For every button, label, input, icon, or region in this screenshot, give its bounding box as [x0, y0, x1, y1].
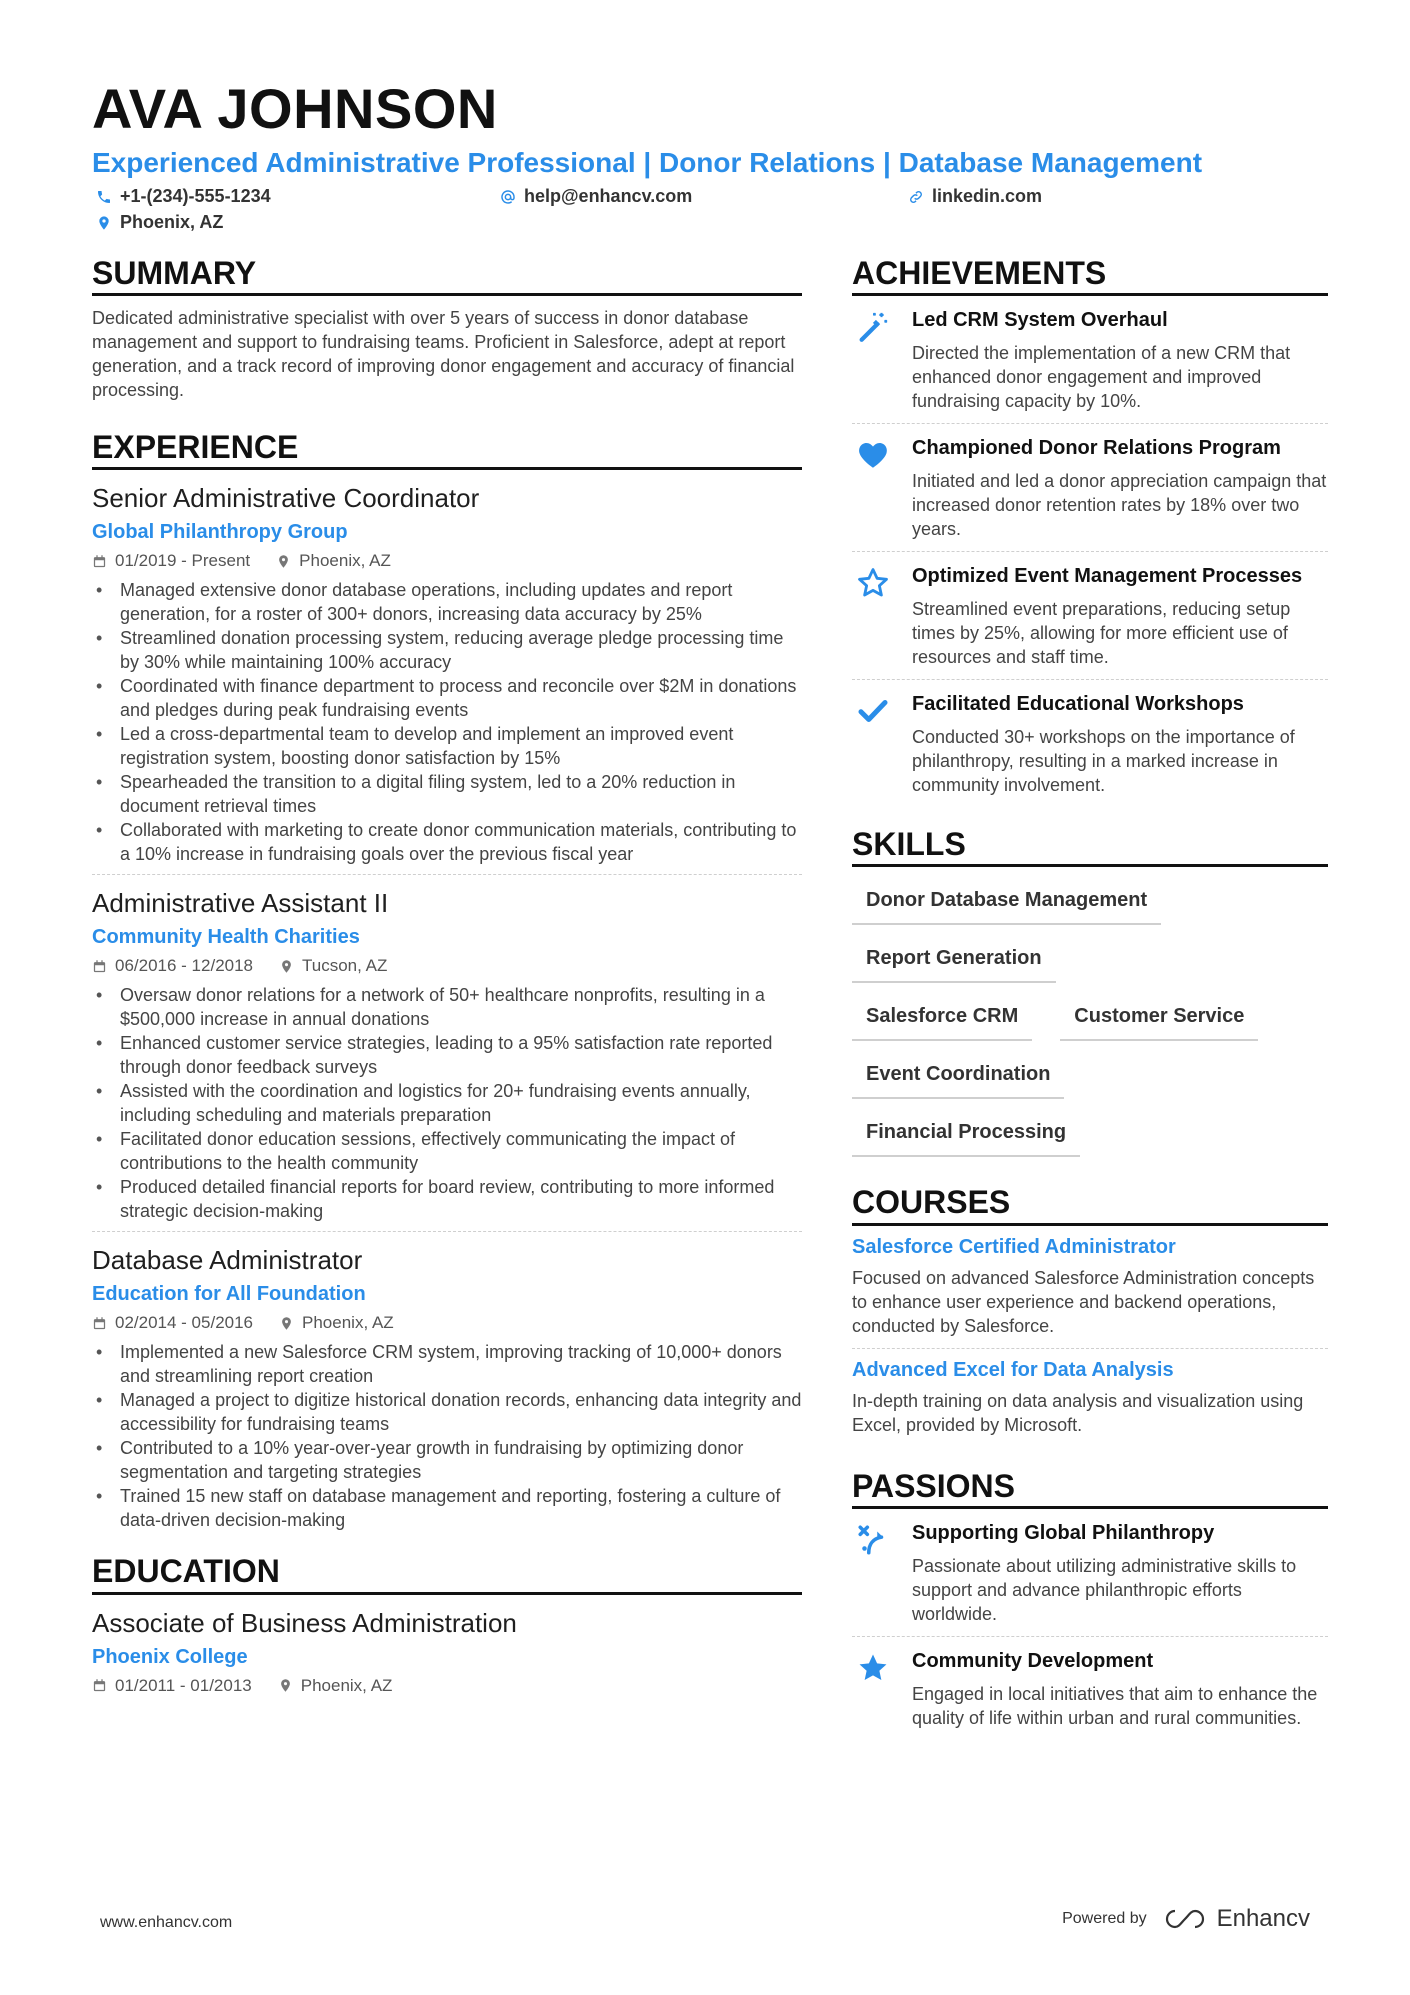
- summary-heading: SUMMARY: [92, 256, 802, 296]
- job-location: Phoenix, AZ: [302, 1313, 394, 1333]
- bullet-item: • Contributed to a 10% year-over-year growth in fundraising by optimizing donor segmentation and targeting strategies: [92, 1436, 802, 1484]
- calendar-icon: [92, 1678, 107, 1693]
- company-name: Community Health Charities: [92, 926, 360, 949]
- brand-logo[interactable]: [1163, 1905, 1310, 1933]
- skill-tag: Customer Service: [1060, 997, 1258, 1041]
- course-item: [852, 1349, 1328, 1447]
- bullet-item: • Oversaw donor relations for a network of 50+ healthcare nonprofits, resulting in a $500,000 increase in annual donations: [92, 983, 802, 1031]
- education-heading: EDUCATION: [92, 1554, 802, 1594]
- bullet-item: • Coordinated with finance department to process and reconcile over $2M in donations and pledges during peak fundraising events: [92, 674, 802, 722]
- job-dates: 01/2019 - Present: [115, 551, 251, 571]
- achievement-desc: Streamlined event preparations, reducing setup times by 25%, allowing for more efficient use of resources and staff time.: [912, 599, 1291, 668]
- passion-desc: Passionate about utilizing administrative skills to support and advance philanthropic efforts worldwide.: [912, 1555, 1297, 1624]
- checkmark-icon: [856, 694, 890, 728]
- achievement-title: Optimized Event Management Processes: [912, 565, 1303, 588]
- resume-page: [92, 77, 1328, 1728]
- job-dates: 06/2016 - 12/2018: [115, 956, 254, 976]
- achievement-item: [852, 424, 1328, 552]
- skills-heading: SKILLS: [852, 827, 1328, 867]
- linkedin-text: linkedin.com: [932, 186, 1043, 207]
- linkedin-contact[interactable]: [908, 186, 1042, 207]
- achievement-title: Championed Donor Relations Program: [912, 437, 1281, 460]
- job-entry: [92, 482, 802, 875]
- email-text: help@enhancv.com: [524, 186, 693, 207]
- skill-tag: Salesforce CRM: [852, 997, 1032, 1041]
- achievement-item: [852, 552, 1328, 680]
- bullet-item: • Spearheaded the transition to a digital filing system, led to a 20% reduction in document retrieval times: [92, 770, 802, 818]
- education-location: Phoenix, AZ: [300, 1675, 393, 1695]
- bullet-item: • Managed a project to digitize historical donation records, enhancing data integrity and accessibility for fundraising teams: [92, 1388, 802, 1436]
- star-filled-icon: [856, 1651, 890, 1685]
- job-entry: [92, 887, 802, 1232]
- email-contact[interactable]: [500, 186, 692, 207]
- footer-branding: [1062, 1905, 1310, 1933]
- bullet-item: • Assisted with the coordination and logistics for 20+ fundraising events annually, including scheduling and materials preparation: [92, 1079, 802, 1127]
- map-pin-icon: [279, 1316, 294, 1331]
- map-pin-icon: [279, 959, 294, 974]
- courses-heading: COURSES: [852, 1185, 1328, 1225]
- candidate-name: AVA JOHNSON: [92, 77, 498, 140]
- course-desc: In-depth training on data analysis and visualization using Excel, provided by Microsoft.: [852, 1390, 1304, 1435]
- summary-text: Dedicated administrative specialist with over 5 years of success in donor database management and support to fundraising teams. Proficient in Salesforce, adept at report generation, and a track record of improving donor engagement and accuracy of financial processing.: [92, 308, 795, 401]
- map-pin-icon: [276, 554, 291, 569]
- education-dates: 01/2011 - 01/2013: [115, 1675, 252, 1695]
- calendar-icon: [92, 554, 107, 569]
- phone-text: +1-(234)-555-1234: [120, 186, 271, 207]
- job-bullets: [92, 1340, 802, 1532]
- heart-icon: [856, 438, 890, 472]
- job-location: Tucson, AZ: [302, 956, 388, 976]
- job-location: Phoenix, AZ: [299, 551, 391, 571]
- course-item: [852, 1226, 1328, 1349]
- bullet-item: • Implemented a new Salesforce CRM system, improving tracking of 10,000+ donors and streamlining report creation: [92, 1340, 802, 1388]
- star-outline-icon: [856, 566, 890, 600]
- education-meta: [92, 1673, 802, 1699]
- job-entry: [92, 1244, 802, 1540]
- experience-heading: EXPERIENCE: [92, 430, 802, 470]
- bullet-item: • Trained 15 new staff on database management and reporting, fostering a culture of data-driven decision-making: [92, 1484, 802, 1532]
- job-dates: 02/2014 - 05/2016: [115, 1313, 254, 1333]
- degree-title: Associate of Business Administration: [92, 1607, 517, 1638]
- skill-tag: Financial Processing: [852, 1113, 1080, 1157]
- calendar-icon: [92, 959, 107, 974]
- bullet-item: • Streamlined donation processing system, reducing average pledge processing time by 30% while maintaining 100% accuracy: [92, 626, 802, 674]
- phone-contact[interactable]: [96, 186, 271, 207]
- job-title: Administrative Assistant II: [92, 888, 389, 919]
- passion-item: [852, 1509, 1328, 1637]
- map-pin-icon: [278, 1678, 293, 1693]
- bullet-item: • Enhanced customer service strategies, leading to a 95% satisfaction rate reported through donor feedback surveys: [92, 1031, 802, 1079]
- contact-bar: [92, 184, 1328, 238]
- strategy-icon: [856, 1523, 890, 1557]
- job-meta: [92, 548, 802, 574]
- brand-name: Enhancv: [1216, 1905, 1310, 1932]
- job-bullets: [92, 983, 802, 1223]
- achievement-desc: Initiated and led a donor appreciation campaign that increased donor retention rates by 18% over two years.: [912, 471, 1327, 540]
- job-title: Database Administrator: [92, 1245, 363, 1276]
- bullet-item: • Managed extensive donor database operations, including updates and report generation, for a roster of 300+ donors, increasing data accuracy by 25%: [92, 578, 802, 626]
- skill-tag: Event Coordination: [852, 1055, 1064, 1099]
- skills-list: [852, 881, 1328, 1157]
- achievement-item: [852, 680, 1328, 807]
- powered-by-text: Powered by: [1062, 1910, 1147, 1927]
- bullet-item: • Collaborated with marketing to create donor communication materials, contributing to a 10% increase in fundraising goals over the previous fiscal year: [92, 818, 802, 866]
- achievement-title: Led CRM System Overhaul: [912, 309, 1168, 332]
- passion-title: Community Development: [912, 1649, 1154, 1672]
- location-contact: [96, 212, 223, 233]
- course-title: Advanced Excel for Data Analysis: [852, 1358, 1174, 1381]
- enhancv-logo-icon: [1163, 1907, 1209, 1931]
- course-desc: Focused on advanced Salesforce Administration concepts to enhance user experience and backend operations, conducted by Salesforce.: [852, 1267, 1315, 1336]
- passions-heading: PASSIONS: [852, 1469, 1328, 1509]
- job-meta: [92, 1310, 802, 1336]
- tagline: Experienced Administrative Professional | Donor Relations | Database Management: [92, 146, 1203, 178]
- school-name: Phoenix College: [92, 1645, 248, 1668]
- achievement-desc: Directed the implementation of a new CRM that enhanced donor engagement and improved fundraising capacity by 10%.: [912, 343, 1291, 412]
- achievements-heading: ACHIEVEMENTS: [852, 256, 1328, 296]
- skill-tag: Report Generation: [852, 939, 1056, 983]
- achievement-item: [852, 296, 1328, 424]
- passion-desc: Engaged in local initiatives that aim to enhance the quality of life within urban and rural communities.: [912, 1683, 1318, 1728]
- course-title: Salesforce Certified Administrator: [852, 1235, 1176, 1258]
- right-column: [852, 256, 1328, 1740]
- footer-website[interactable]: www.enhancv.com: [100, 1914, 233, 1931]
- phone-icon: [96, 189, 112, 205]
- bullet-item: • Facilitated donor education sessions, effectively communicating the impact of contributions to the health community: [92, 1127, 802, 1175]
- company-name: Global Philanthropy Group: [92, 521, 348, 544]
- passion-title: Supporting Global Philanthropy: [912, 1521, 1215, 1544]
- at-sign-icon: [500, 189, 516, 205]
- achievement-title: Facilitated Educational Workshops: [912, 693, 1244, 716]
- company-name: Education for All Foundation: [92, 1283, 366, 1306]
- passion-item: [852, 1637, 1328, 1740]
- map-pin-icon: [96, 215, 112, 231]
- job-title: Senior Administrative Coordinator: [92, 483, 480, 514]
- calendar-icon: [92, 1316, 107, 1331]
- achievement-desc: Conducted 30+ workshops on the importance of philanthropy, resulting in a marked increase in community involvement.: [912, 727, 1295, 796]
- magic-wand-icon: [856, 310, 890, 344]
- bullet-item: • Produced detailed financial reports for board review, contributing to more informed strategic decision-making: [92, 1175, 802, 1223]
- left-column: [92, 256, 802, 1699]
- skill-tag: Donor Database Management: [852, 881, 1161, 925]
- link-icon: [908, 189, 924, 205]
- job-meta: [92, 953, 802, 979]
- job-bullets: [92, 578, 802, 866]
- bullet-item: • Led a cross-departmental team to develop and implement an improved event registration system, boosting donor satisfaction by 15%: [92, 722, 802, 770]
- location-text: Phoenix, AZ: [120, 212, 224, 233]
